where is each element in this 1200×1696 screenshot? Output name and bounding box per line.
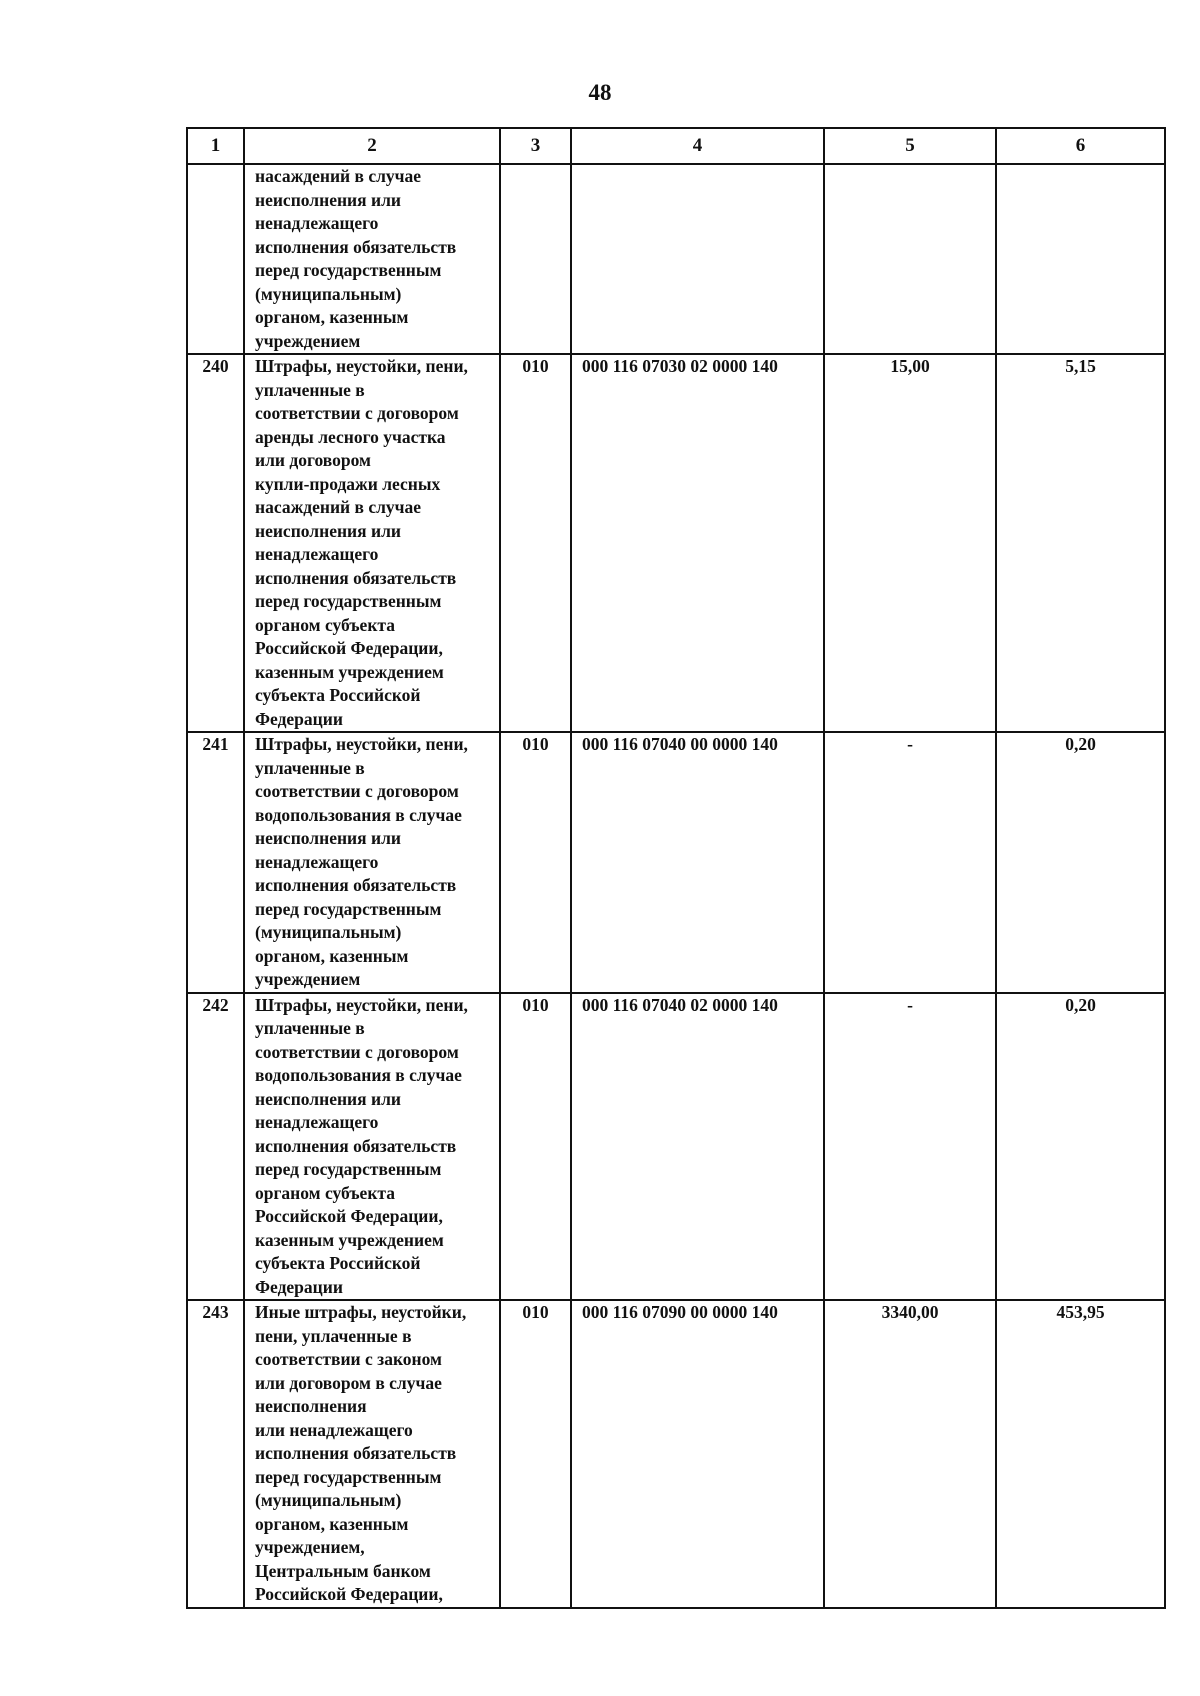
description-line: уплаченные в: [255, 1018, 365, 1038]
table-row: [187, 1300, 1165, 1608]
description-line: исполнения обязательств: [255, 875, 457, 895]
description-line: исполнения обязательств: [255, 236, 457, 257]
table-row: [187, 164, 1165, 354]
description-line: ненадлежащего: [255, 1112, 379, 1132]
header-cell: 2: [244, 128, 500, 164]
header-cell: 1: [187, 128, 244, 164]
description-line: уплаченные в: [255, 379, 365, 400]
row-number-cell: 243: [187, 1300, 244, 1608]
description-line: исполнения обязательств: [255, 1135, 457, 1156]
description-line: соответствии с договором: [255, 781, 459, 801]
table-row: [187, 993, 1165, 1301]
description-line: Российской Федерации,: [255, 1584, 443, 1604]
description-line: исполнения обязательств: [255, 1443, 457, 1463]
row-number-cell: 241: [187, 732, 244, 993]
description-line: насаждений в случае: [255, 166, 422, 186]
description-line: пени, уплаченные в: [255, 1325, 412, 1346]
description-line: Российской Федерации,: [255, 1206, 443, 1226]
description-line: органом, казенным: [255, 1513, 409, 1534]
line-code-cell: 010: [500, 732, 571, 993]
actual-amount-cell: 453,95: [996, 1300, 1165, 1608]
description-line: неисполнения или: [255, 189, 401, 210]
description-line: или договором: [255, 450, 371, 470]
actual-amount-cell: 0,20: [996, 993, 1165, 1301]
description-line: Федерации: [255, 1276, 343, 1297]
description-line: ненадлежащего: [255, 213, 379, 233]
description-line: (муниципальным): [255, 922, 402, 942]
row-number-cell: 240: [187, 354, 244, 732]
description-line: органом, казенным: [255, 945, 409, 966]
description-line: соответствии с договором: [255, 403, 459, 423]
description-cell: [244, 993, 500, 1301]
description-line: Иные штрафы, неустойки,: [255, 1302, 467, 1322]
description-line: перед государственным: [255, 1466, 442, 1487]
description-line: неисполнения или: [255, 520, 401, 541]
description-line: аренды лесного участка: [255, 426, 446, 447]
description-line: перед государственным: [255, 591, 442, 611]
description-line: органом субъекта: [255, 1182, 395, 1203]
description-line: учреждением: [255, 330, 361, 351]
description-line: Российской Федерации,: [255, 638, 443, 658]
budget-code-cell: 000 116 07030 02 0000 140: [571, 354, 824, 732]
description-line: или договором в случае: [255, 1372, 442, 1393]
description-line: неисполнения или: [255, 1088, 401, 1109]
description-line: Федерации: [255, 708, 343, 729]
description-line: неисполнения: [255, 1396, 367, 1416]
description-line: казенным учреждением: [255, 661, 444, 682]
line-code-cell: 010: [500, 354, 571, 732]
description-line: водопользования в случае: [255, 804, 462, 825]
description-line: соответствии с законом: [255, 1349, 442, 1369]
table-row: [187, 354, 1165, 732]
description-cell: [244, 1300, 500, 1608]
description-line: Штрафы, неустойки, пени,: [255, 734, 468, 754]
header-cell: 4: [571, 128, 824, 164]
description-line: водопользования в случае: [255, 1065, 462, 1085]
line-code-cell: [500, 164, 571, 354]
description-line: перед государственным: [255, 898, 442, 919]
description-line: ненадлежащего: [255, 851, 379, 872]
description-line: ненадлежащего: [255, 544, 379, 564]
table-row: [187, 732, 1165, 993]
description-line: органом субъекта: [255, 614, 395, 635]
row-number-cell: 242: [187, 993, 244, 1301]
planned-amount-cell: -: [824, 732, 996, 993]
budget-code-cell: 000 116 07040 00 0000 140: [571, 732, 824, 993]
description-line: субъекта Российской: [255, 685, 421, 705]
description-line: (муниципальным): [255, 1490, 402, 1510]
revenue-table: [186, 127, 1166, 1609]
description-line: соответствии с договором: [255, 1041, 459, 1062]
description-line: купли-продажи лесных: [255, 473, 441, 494]
description-line: субъекта Российской: [255, 1253, 421, 1273]
header-cell: 3: [500, 128, 571, 164]
description-line: учреждением,: [255, 1537, 365, 1557]
description-line: уплаченные в: [255, 757, 365, 778]
description-cell: [244, 732, 500, 993]
description-line: перед государственным: [255, 1159, 442, 1179]
description-line: учреждением: [255, 969, 361, 989]
description-line: насаждений в случае: [255, 497, 422, 517]
description-cell: [244, 354, 500, 732]
description-line: перед государственным: [255, 260, 442, 280]
actual-amount-cell: 5,15: [996, 354, 1165, 732]
budget-code-cell: [571, 164, 824, 354]
header-cell: 5: [824, 128, 996, 164]
description-line: или ненадлежащего: [255, 1419, 413, 1440]
actual-amount-cell: 0,20: [996, 732, 1165, 993]
actual-amount-cell: [996, 164, 1165, 354]
planned-amount-cell: 3340,00: [824, 1300, 996, 1608]
budget-code-cell: 000 116 07090 00 0000 140: [571, 1300, 824, 1608]
description-line: Центральным банком: [255, 1560, 431, 1581]
description-line: (муниципальным): [255, 283, 402, 304]
description-cell: [244, 164, 500, 354]
line-code-cell: 010: [500, 1300, 571, 1608]
planned-amount-cell: 15,00: [824, 354, 996, 732]
line-code-cell: 010: [500, 993, 571, 1301]
description-line: Штрафы, неустойки, пени,: [255, 994, 468, 1015]
description-line: неисполнения или: [255, 828, 401, 848]
description-line: Штрафы, неустойки, пени,: [255, 356, 468, 376]
description-line: исполнения обязательств: [255, 567, 457, 588]
planned-amount-cell: -: [824, 993, 996, 1301]
budget-code-cell: 000 116 07040 02 0000 140: [571, 993, 824, 1301]
row-number-cell: [187, 164, 244, 354]
description-line: органом, казенным: [255, 307, 409, 327]
page-number: 48: [588, 80, 612, 105]
description-line: казенным учреждением: [255, 1229, 444, 1250]
header-cell: 6: [996, 128, 1165, 164]
planned-amount-cell: [824, 164, 996, 354]
table-header-row: [187, 128, 1165, 164]
